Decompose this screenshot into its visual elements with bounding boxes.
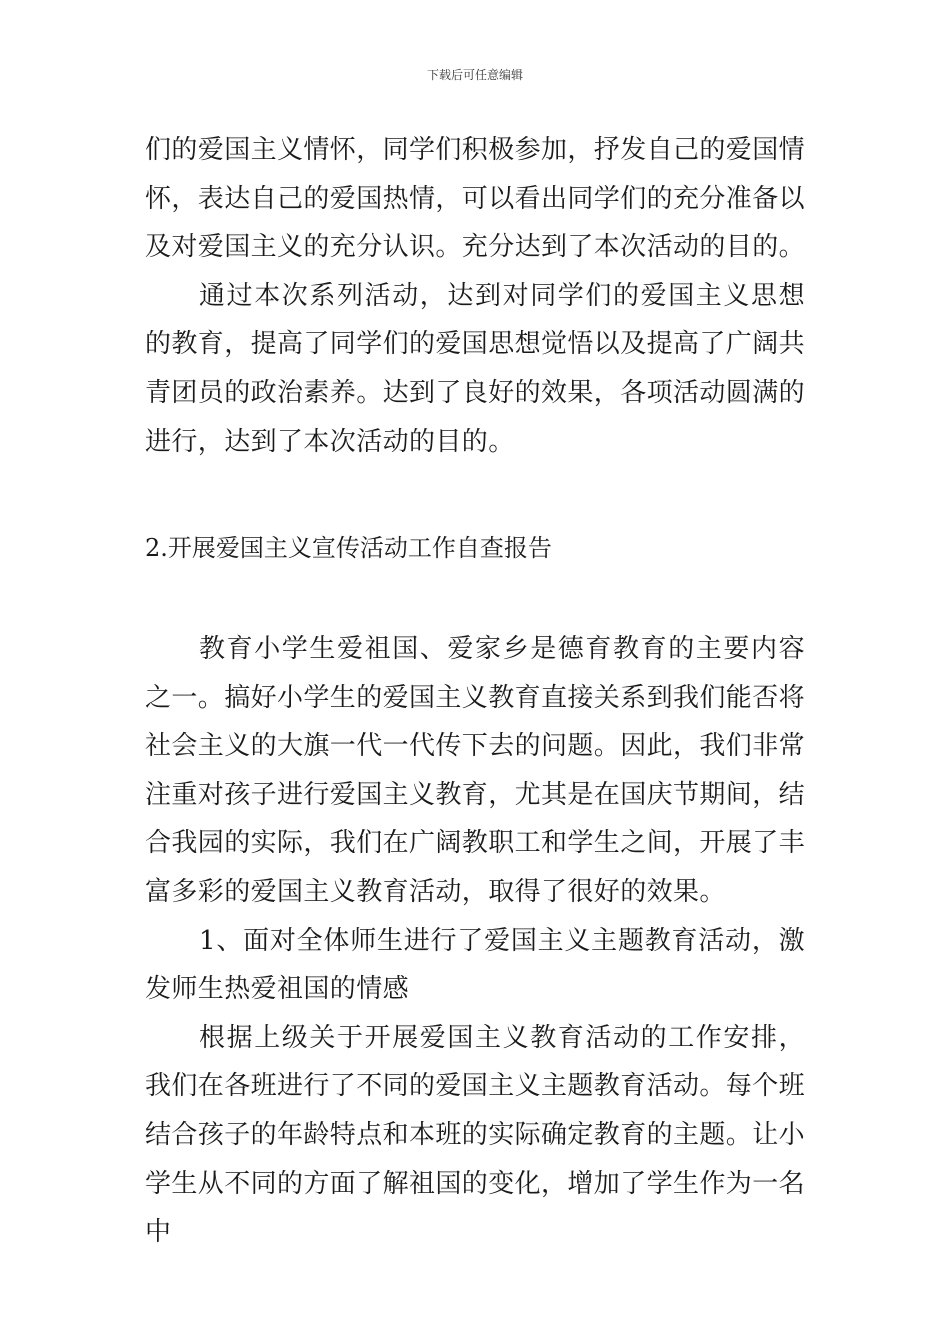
paragraph-detail: 根据上级关于开展爱国主义教育活动的工作安排，我们在各班进行了不同的爱国主义主题教育活动。每个班结合孩子的年龄特点和本班的实际确定教育的主题。让小学生从不同的方面了解祖国的变化，增加了学生作为一名中 [145, 1022, 806, 1248]
paragraph-continuation: 们的爱国主义情怀，同学们积极参加，抒发自己的爱国情怀，表达自己的爱国热情，可以看出同学们的充分准备以及对爱国主义的充分认识。充分达到了本次活动的目的。 [145, 135, 806, 263]
section-heading-block [145, 528, 805, 568]
paragraph-intro: 教育小学生爱祖国、爱家乡是德育教育的主要内容之一。搞好小学生的爱国主义教育直接关系到我们能否将社会主义的大旗一代一代传下去的问题。因此，我们非常注重对孩子进行爱国主义教育，尤其是在国庆节期间，结合我园的实际，我们在广阔教职工和学生之间，开展了丰富多彩的爱国主义教育活动，取得了很好的效果。 [145, 634, 806, 907]
paragraph-block-1 [145, 126, 805, 466]
paragraph-item-1: 1、面对全体师生进行了爱国主义主题教育活动，激发师生热爱祖国的情感 [145, 925, 805, 1005]
paragraph-block-2 [145, 625, 805, 1257]
paragraph-summary: 通过本次系列活动，达到对同学们的爱国主义思想的教育，提高了同学们的爱国思想觉悟以及提高了广阔共青团员的政治素养。达到了良好的效果，各项活动圆满的进行，达到了本次活动的目的。 [145, 280, 806, 457]
page-header-note: 下载后可任意编辑 [426, 68, 523, 82]
section-heading: 2.开展爱国主义宣传活动工作自查报告 [145, 534, 552, 562]
